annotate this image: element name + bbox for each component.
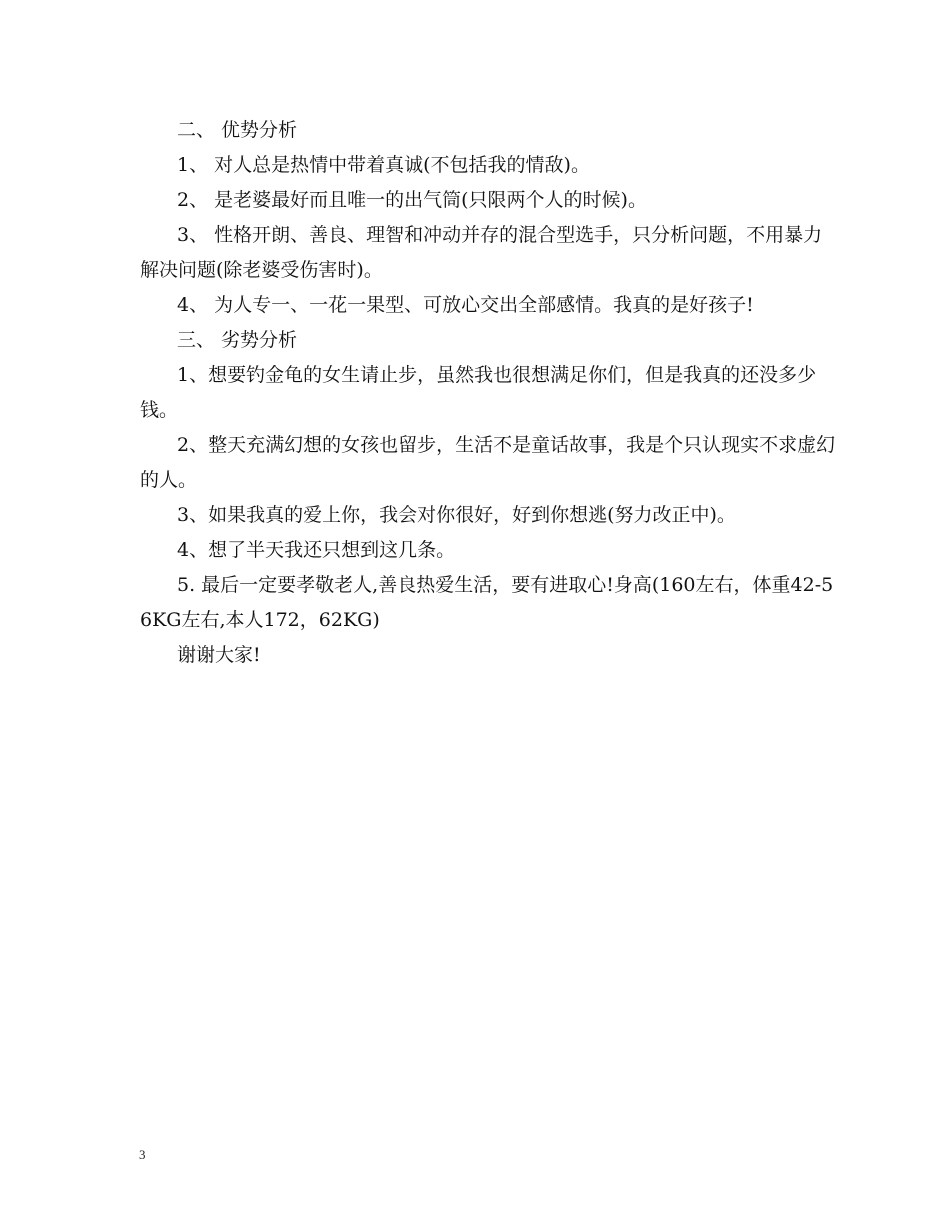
section-heading-advantages: 二、 优势分析 (177, 119, 298, 141)
disadvantage-item-2: 2、整天充满幻想的女孩也留步，生活不是童话故事，我是个只认现实不求虚幻的人。 (140, 434, 836, 491)
document-body (140, 113, 840, 673)
advantage-item-2: 2、 是老婆最好而且唯一的出气筒(只限两个人的时候)。 (177, 189, 647, 211)
closing-thanks: 谢谢大家! (177, 644, 261, 666)
page-number: 3 (139, 1147, 146, 1162)
disadvantage-item-1: 1、想要钓金龟的女生请止步，虽然我也很想满足你们，但是我真的还没多少钱。 (140, 364, 817, 421)
section-heading-disadvantages: 三、 劣势分析 (177, 329, 298, 351)
advantage-item-1: 1、 对人总是热情中带着真诚(不包括我的情敌)。 (177, 154, 590, 176)
disadvantage-item-3: 3、如果我真的爱上你，我会对你很好，好到你想逃(努力改正中)。 (177, 504, 736, 526)
advantage-item-4: 4、 为人专一、一花一果型、可放心交出全部感情。我真的是好孩子! (177, 294, 754, 316)
disadvantage-item-4: 4、想了半天我还只想到这几条。 (177, 539, 456, 561)
disadvantage-item-5: 5. 最后一定要孝敬老人,善良热爱生活，要有进取心!身高(160左右，体重42-56KG左右,本人172，62KG) (140, 574, 834, 631)
advantage-item-3: 3、 性格开朗、善良、理智和冲动并存的混合型选手，只分析问题，不用暴力解决问题(除老婆受伤害时)。 (140, 224, 823, 281)
